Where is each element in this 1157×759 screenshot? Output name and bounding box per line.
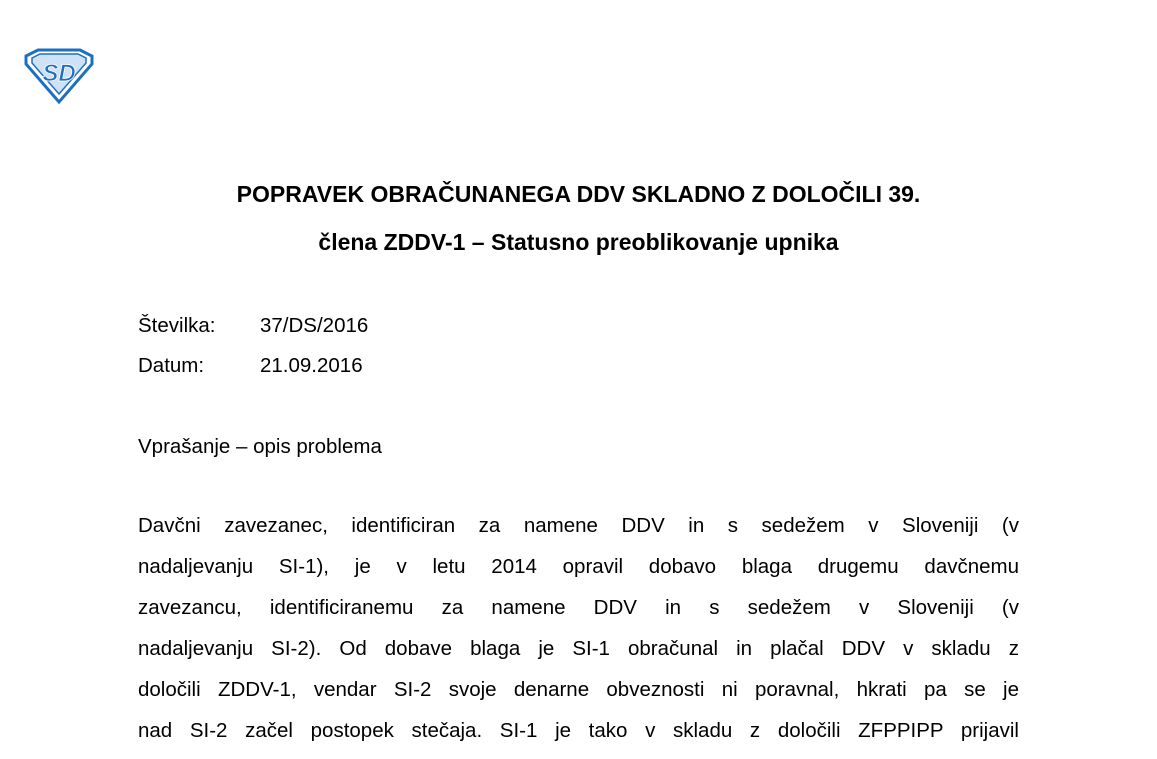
document-title-line-1: POPRAVEK OBRAČUNANEGA DDV SKLADNO Z DOLOČILI 39. [236, 181, 921, 207]
section-heading: Vprašanje – opis problema [138, 435, 382, 458]
paragraph-line: Davčni zavezanec, identificiran za namene DDV in s sedežem v Sloveniji (v [138, 514, 1019, 537]
svg-text:SD: SD [42, 60, 76, 87]
number-value: 37/DS/2016 [260, 314, 369, 337]
paragraph-line: določili ZDDV-1, vendar SI-2 svoje denarne obveznosti ni poravnal, hkrati pa se je [138, 678, 1019, 701]
paragraph-line: zavezancu, identificiranemu za namene DDV in s sedežem v Sloveniji (v [138, 596, 1019, 619]
document-title-line-2: člena ZDDV-1 – Statusno preoblikovanje upnika [318, 229, 839, 255]
date-label: Datum: [138, 354, 205, 377]
paragraph-line: nadaljevanju SI-2). Od dobave blaga je SI-1 obračunal in plačal DDV v skladu z [138, 637, 1019, 660]
date-value: 21.09.2016 [260, 354, 363, 377]
body-paragraph [138, 513, 1019, 759]
number-label: Številka: [138, 314, 216, 337]
company-logo [22, 48, 96, 104]
paragraph-line: nadaljevanju SI-1), je v letu 2014 opravil dobavo blaga drugemu davčnemu [138, 555, 1019, 578]
paragraph-line: nad SI-2 začel postopek stečaja. SI-1 je tako v skladu z določili ZFPPIPP prijavil [138, 719, 1019, 742]
